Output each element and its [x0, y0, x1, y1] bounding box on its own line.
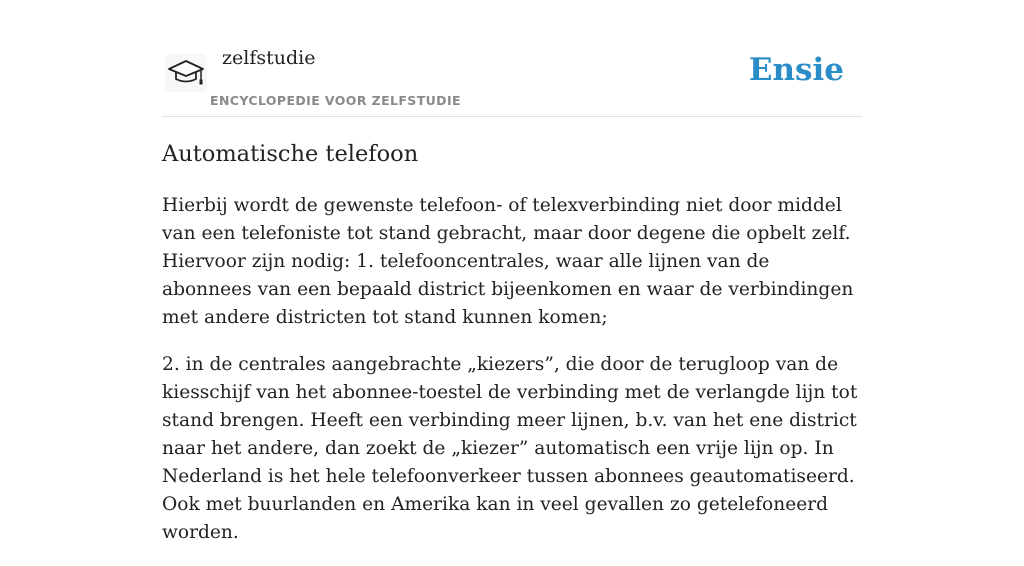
site-tagline: ENCYCLOPEDIE VOOR ZELFSTUDIE: [210, 93, 461, 108]
site-header: [162, 0, 862, 117]
article-paragraph: Hierbij wordt de gewenste telefoon- of telexverbinding niet door middel van een telefoniste tot stand gebracht, maar door degene die opbelt zelf. Hiervoor zijn nodig: 1. telefooncentrales, waar alle lijnen van de abonnees van een bepaald district bijeenkomen en waar de verbindingen met andere districten tot stand kunnen komen;: [162, 195, 854, 328]
site-name-link[interactable]: zelfstudie: [222, 47, 316, 69]
graduation-cap-icon[interactable]: [165, 54, 207, 92]
article-paragraph: 2. in de centrales aangebrachte „kiezers”, die door de terugloop van de kiesschijf van het abonnee-toestel de verbinding met de verlangde lijn tot stand brengen. Heeft een verbinding meer lijnen, b.v. van het ene district naar het andere, dan zoekt de „kiezer” automatisch een vrije lijn op. In Nederland is het hele telefoonverkeer tussen abonnees geautomatiseerd. Ook met buurlanden en Amerika kan in veel gevallen zo getelefoneerd worden.: [162, 354, 858, 543]
article-title: Automatische telefoon: [162, 141, 419, 167]
ensie-logo-link[interactable]: Ensie: [748, 52, 844, 88]
article-body: [162, 192, 862, 566]
